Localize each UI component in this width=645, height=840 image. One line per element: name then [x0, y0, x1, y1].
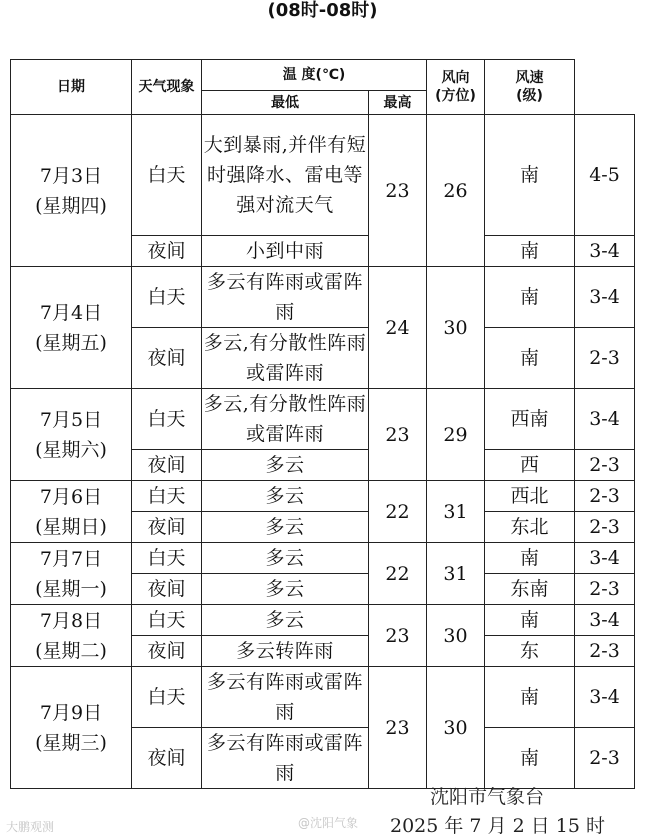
wind-speed-night: 3-4: [575, 236, 635, 267]
wind-direction-night: 南: [485, 236, 575, 267]
weather-night: 多云: [202, 574, 369, 605]
header-wind-speed: [485, 60, 575, 115]
date-label: 7月9日: [39, 701, 103, 724]
wind-speed-day: 3-4: [575, 667, 635, 728]
weekday-label: (星期二): [35, 639, 107, 662]
issue-time: 2025 年 7 月 2 日 15 时: [390, 815, 605, 837]
weather-day: 多云: [202, 543, 369, 574]
wind-speed-night: 2-3: [575, 328, 635, 389]
forecast-row-day: [11, 389, 635, 450]
header-temperature: 温 度(℃): [202, 60, 427, 91]
weather-night: 多云: [202, 450, 369, 481]
wind-speed-day: 2-3: [575, 481, 635, 512]
temp-max: 29: [427, 389, 485, 481]
watermark-left: 大鹏观测: [6, 820, 55, 834]
wind-speed-night: 2-3: [575, 450, 635, 481]
wind-direction-night: 东南: [485, 574, 575, 605]
weather-night: 多云有阵雨或雷阵雨: [202, 728, 369, 789]
weather-night: 小到中雨: [202, 236, 369, 267]
wind-speed-night: 2-3: [575, 728, 635, 789]
date-cell: [11, 605, 132, 667]
weather-night: 多云: [202, 512, 369, 543]
wind-speed-day: 3-4: [575, 267, 635, 328]
weekday-label: (星期三): [35, 731, 107, 754]
issuing-agency: 沈阳市气象台: [430, 786, 545, 808]
period-day: 白天: [132, 667, 202, 728]
header-row: [11, 60, 635, 91]
period-night: 夜间: [132, 512, 202, 543]
forecast-row-day: [11, 115, 635, 236]
date-cell: [11, 667, 132, 789]
date-cell: [11, 543, 132, 605]
forecast-row-day: [11, 605, 635, 636]
temp-max: 30: [427, 605, 485, 667]
period-day: 白天: [132, 115, 202, 236]
wind-speed-day: 4-5: [575, 115, 635, 236]
header-temp-max: 最高: [369, 91, 427, 115]
forecast-row-day: [11, 481, 635, 512]
temp-max: 30: [427, 267, 485, 389]
weekday-label: (星期一): [35, 577, 107, 600]
temp-min: 22: [369, 543, 427, 605]
period-day: 白天: [132, 605, 202, 636]
weather-day: 多云有阵雨或雷阵雨: [202, 667, 369, 728]
date-label: 7月3日: [39, 164, 103, 187]
period-night: 夜间: [132, 328, 202, 389]
watermark-middle: @沈阳气象: [298, 816, 359, 830]
temp-min: 22: [369, 481, 427, 543]
wind-speed-night: 2-3: [575, 574, 635, 605]
wind-speed-night: 2-3: [575, 636, 635, 667]
wind-speed-day: 3-4: [575, 543, 635, 574]
wind-direction-day: 南: [485, 115, 575, 236]
period-night: 夜间: [132, 636, 202, 667]
date-label: 7月4日: [39, 301, 103, 324]
weekday-label: (星期六): [35, 438, 107, 461]
date-label: 7月7日: [39, 547, 103, 570]
period-night: 夜间: [132, 450, 202, 481]
period-day: 白天: [132, 543, 202, 574]
weekday-label: (星期四): [35, 194, 107, 217]
temp-max: 31: [427, 481, 485, 543]
temp-min: 23: [369, 389, 427, 481]
wind-direction-day: 南: [485, 605, 575, 636]
weather-day: 多云,有分散性阵雨或雷阵雨: [202, 389, 369, 450]
wind-direction-day: 南: [485, 543, 575, 574]
wind-direction-night: 南: [485, 728, 575, 789]
forecast-table: [10, 59, 635, 789]
date-cell: [11, 267, 132, 389]
forecast-row-day: [11, 267, 635, 328]
wind-direction-night: 西: [485, 450, 575, 481]
date-label: 7月5日: [39, 408, 103, 431]
date-cell: [11, 115, 132, 267]
date-label: 7月8日: [39, 609, 103, 632]
temp-max: 26: [427, 115, 485, 267]
period-day: 白天: [132, 389, 202, 450]
wind-direction-day: 南: [485, 667, 575, 728]
weather-day: 多云: [202, 605, 369, 636]
temp-min: 23: [369, 667, 427, 789]
header-weather: 天气现象: [132, 60, 202, 115]
wind-speed-night: 2-3: [575, 512, 635, 543]
weekday-label: (星期日): [35, 515, 107, 538]
wind-direction-day: 南: [485, 267, 575, 328]
wind-direction-day: 西北: [485, 481, 575, 512]
date-cell: [11, 481, 132, 543]
period-day: 白天: [132, 481, 202, 512]
temp-max: 30: [427, 667, 485, 789]
wind-direction-night: 南: [485, 328, 575, 389]
temp-min: 23: [369, 605, 427, 667]
temp-min: 24: [369, 267, 427, 389]
date-label: 7月6日: [39, 485, 103, 508]
forecast-row-day: [11, 543, 635, 574]
header-wind-direction-unit: (方位): [435, 88, 476, 104]
wind-direction-day: 西南: [485, 389, 575, 450]
header-wind-speed-label: 风速: [515, 70, 544, 86]
temp-max: 31: [427, 543, 485, 605]
temp-min: 23: [369, 115, 427, 267]
period-night: 夜间: [132, 574, 202, 605]
wind-speed-day: 3-4: [575, 605, 635, 636]
weekday-label: (星期五): [35, 331, 107, 354]
period-night: 夜间: [132, 728, 202, 789]
period-night: 夜间: [132, 236, 202, 267]
date-cell: [11, 389, 132, 481]
weather-day: 多云有阵雨或雷阵雨: [202, 267, 369, 328]
header-wind-direction: [427, 60, 485, 115]
header-wind-speed-unit: (级): [516, 88, 543, 104]
header-wind-direction-label: 风向: [441, 70, 470, 86]
weather-night: 多云转阵雨: [202, 636, 369, 667]
weather-day: 大到暴雨,并伴有短时强降水、雷电等强对流天气: [202, 115, 369, 236]
wind-speed-day: 3-4: [575, 389, 635, 450]
wind-direction-night: 东北: [485, 512, 575, 543]
weather-night: 多云,有分散性阵雨或雷阵雨: [202, 328, 369, 389]
page-title: (08时-08时): [267, 0, 378, 21]
header-date: 日期: [11, 60, 132, 115]
period-day: 白天: [132, 267, 202, 328]
forecast-row-day: [11, 667, 635, 728]
weather-day: 多云: [202, 481, 369, 512]
header-temp-min: 最低: [202, 91, 369, 115]
wind-direction-night: 东: [485, 636, 575, 667]
